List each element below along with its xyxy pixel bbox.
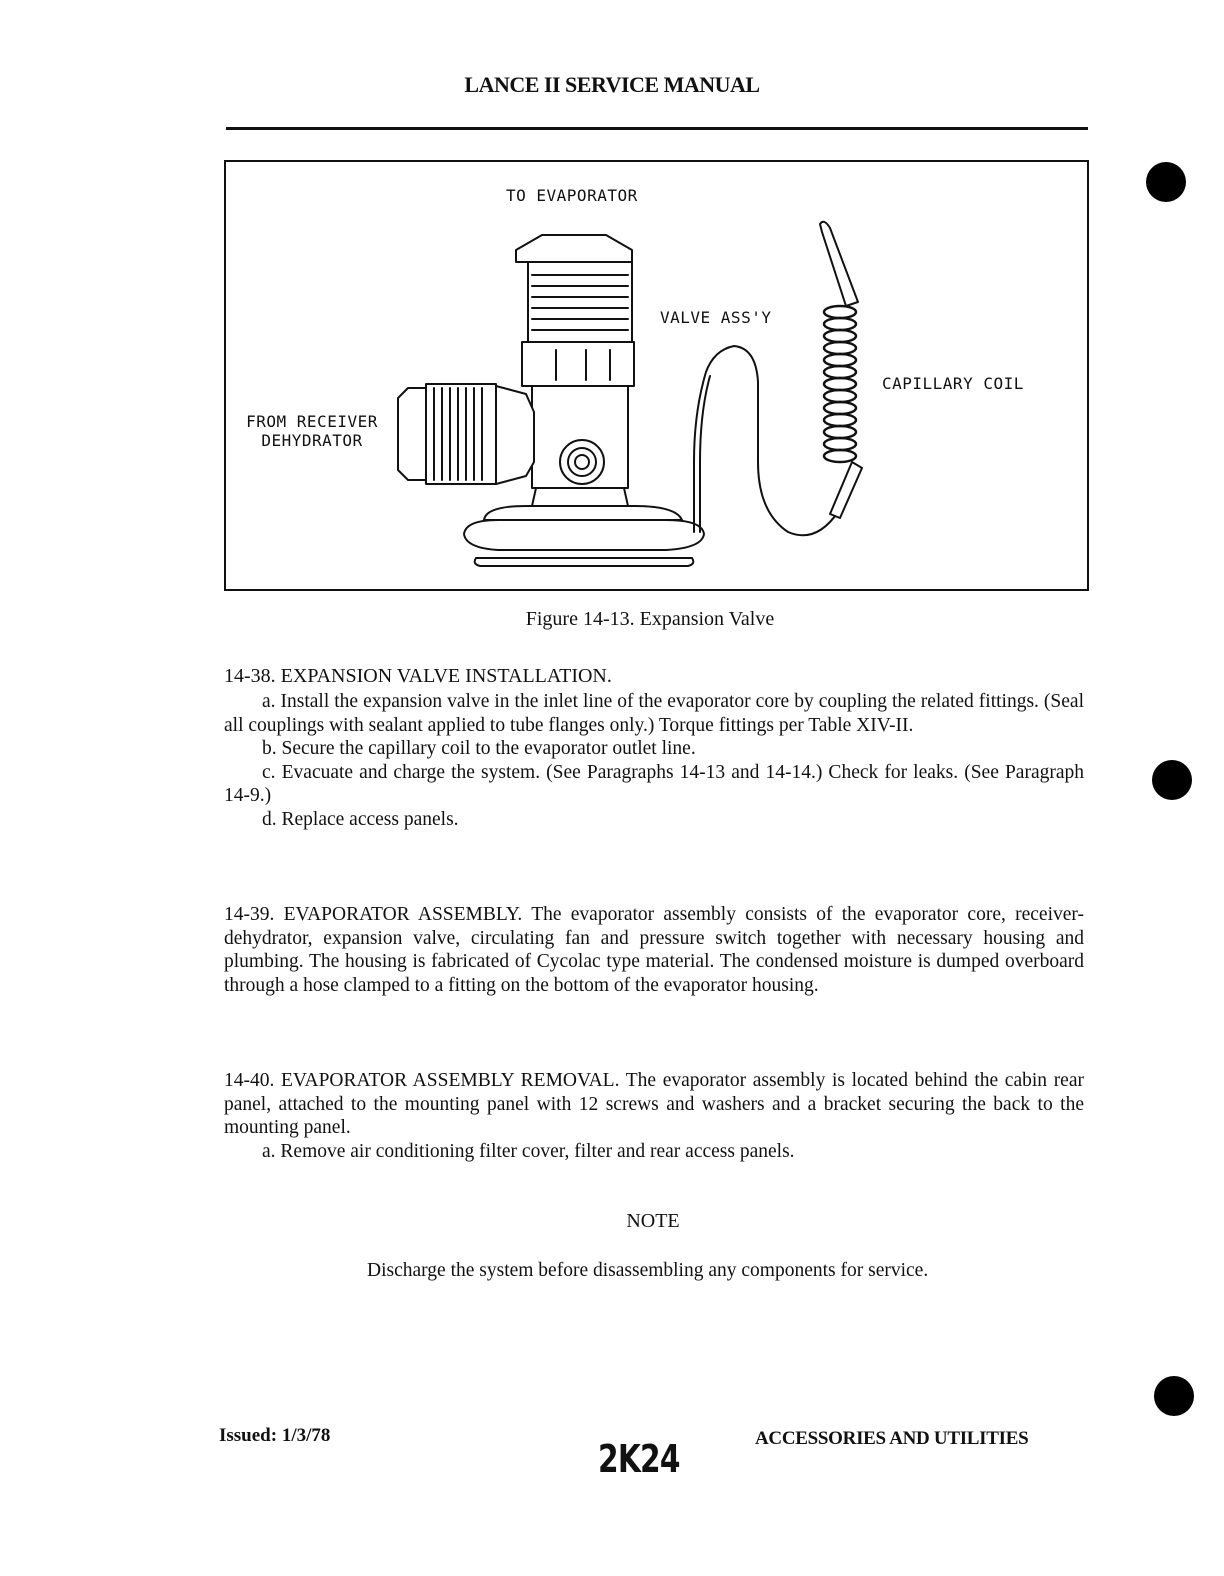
label-from-receiver [238, 412, 386, 450]
note-text: Discharge the system before disassembling any components for service. [367, 1260, 929, 1281]
note-title: NOTE [626, 1210, 680, 1232]
punch-hole [1146, 162, 1186, 202]
step-a: a. Remove air conditioning filter cover, filter and rear access panels. [262, 1140, 795, 1162]
step-d: d. Replace access panels. [262, 808, 459, 830]
page-code: 2K24 [598, 1437, 680, 1481]
step-c: c. Evacuate and charge the system. (See Paragraphs 14-13 and 14-14.) Check for leaks. (See Paragraph 14-9.) [224, 761, 1084, 806]
label-capillary-coil: CAPILLARY COIL [882, 374, 1024, 393]
label-valve-assy: VALVE ASS'Y [660, 308, 772, 327]
page-header-title: LANCE II SERVICE MANUAL [464, 72, 760, 97]
footer-chapter: ACCESSORIES AND UTILITIES [755, 1428, 1029, 1449]
section-14-39 [224, 903, 1084, 997]
step-a: a. Install the expansion valve in the inlet line of the evaporator core by coupling the related fittings. (Seal all couplings with sealant applied to tube flanges only.) Torque fittings per Table XIV-II. [224, 691, 1084, 736]
section-heading-14-38: 14-38. EXPANSION VALVE INSTALLATION. [224, 665, 612, 687]
step-b: b. Secure the capillary coil to the evaporator outlet line. [262, 738, 696, 759]
footer-issued: Issued: 1/3/78 [219, 1425, 331, 1446]
label-from-receiver-line2: DEHYDRATOR [261, 431, 363, 450]
section-14-40 [224, 1069, 1084, 1163]
label-to-evaporator: TO EVAPORATOR [506, 186, 638, 205]
figure-expansion-valve [224, 160, 1089, 591]
section-14-39-text: 14-39. EVAPORATOR ASSEMBLY. The evaporator assembly consists of the evaporator core, receiver-dehydrator, expansion valve, circulating fan and pressure switch together with necessary housing and plumbing. The housing is fabricated of Cycolac type material. The condensed moisture is dumped overboard through a hose clamped to a fitting on the bottom of the evaporator housing. [224, 904, 1084, 996]
punch-hole [1154, 1376, 1194, 1416]
punch-hole [1152, 760, 1192, 800]
label-from-receiver-line1: FROM RECEIVER [246, 412, 378, 431]
section-14-40-text: 14-40. EVAPORATOR ASSEMBLY REMOVAL. The evaporator assembly is located behind the cabin rear panel, attached to the mounting panel with 12 screws and washers and a bracket securing the back to the mounting panel. [224, 1070, 1084, 1138]
header-rule [226, 127, 1088, 130]
section-14-38-steps [224, 690, 1084, 831]
figure-caption: Figure 14-13. Expansion Valve [525, 608, 775, 630]
